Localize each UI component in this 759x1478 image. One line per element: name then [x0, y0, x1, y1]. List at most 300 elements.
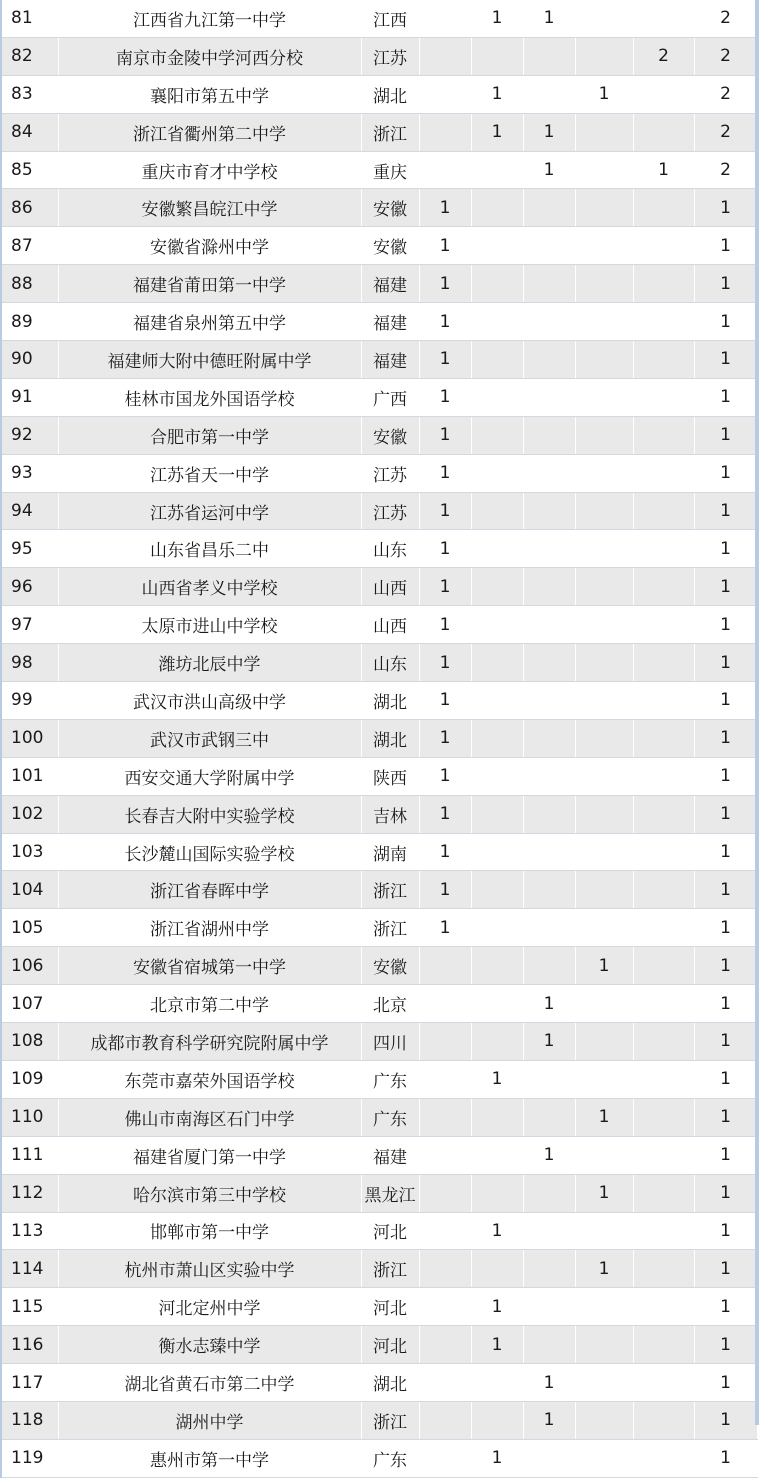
- count-col-1: 1: [419, 341, 471, 379]
- count-col-5: [633, 341, 694, 379]
- school-name: 成都市教育科学研究院附属中学: [58, 1023, 361, 1061]
- count-col-4: [575, 37, 633, 75]
- table-row: [1, 833, 757, 871]
- total-count: 1: [694, 1326, 757, 1364]
- count-col-5: [633, 909, 694, 947]
- count-col-5: [633, 1326, 694, 1364]
- count-col-4: [575, 492, 633, 530]
- count-col-2: [471, 947, 523, 985]
- count-col-1: 1: [419, 227, 471, 265]
- count-col-2: [471, 303, 523, 341]
- count-col-3: [523, 303, 575, 341]
- count-col-3: [523, 757, 575, 795]
- total-count: 1: [694, 265, 757, 303]
- count-col-3: [523, 37, 575, 75]
- count-col-4: [575, 682, 633, 720]
- table-row: [1, 378, 757, 416]
- province: 山东: [361, 644, 419, 682]
- count-col-4: [575, 1288, 633, 1326]
- province: 福建: [361, 341, 419, 379]
- count-col-3: [523, 416, 575, 454]
- total-count: 1: [694, 1136, 757, 1174]
- province: 江苏: [361, 454, 419, 492]
- total-count: 1: [694, 1098, 757, 1136]
- province: 浙江: [361, 909, 419, 947]
- count-col-2: [471, 341, 523, 379]
- province: 河北: [361, 1288, 419, 1326]
- count-col-4: [575, 341, 633, 379]
- count-col-4: [575, 1023, 633, 1061]
- province: 江西: [361, 0, 419, 37]
- count-col-1: [419, 1098, 471, 1136]
- province: 广东: [361, 1060, 419, 1098]
- count-col-2: [471, 492, 523, 530]
- row-number: 102: [1, 795, 58, 833]
- row-number: 88: [1, 265, 58, 303]
- table-row: [1, 530, 757, 568]
- school-name: 北京市第二中学: [58, 985, 361, 1023]
- count-col-2: [471, 871, 523, 909]
- total-count: 1: [694, 416, 757, 454]
- count-col-5: [633, 454, 694, 492]
- total-count: 1: [694, 1288, 757, 1326]
- school-name: 长春吉大附中实验学校: [58, 795, 361, 833]
- total-count: 1: [694, 227, 757, 265]
- count-col-5: [633, 0, 694, 37]
- total-count: 1: [694, 644, 757, 682]
- count-col-1: [419, 0, 471, 37]
- school-name: 太原市进山中学校: [58, 606, 361, 644]
- table-row: [1, 37, 757, 75]
- table-row: [1, 454, 757, 492]
- school-name: 合肥市第一中学: [58, 416, 361, 454]
- count-col-3: [523, 378, 575, 416]
- count-col-4: [575, 227, 633, 265]
- school-name: 长沙麓山国际实验学校: [58, 833, 361, 871]
- total-count: 1: [694, 1364, 757, 1402]
- province: 安徽: [361, 416, 419, 454]
- table-row: [1, 1250, 757, 1288]
- count-col-4: [575, 795, 633, 833]
- province: 广东: [361, 1098, 419, 1136]
- table-row: [1, 0, 757, 37]
- count-col-1: [419, 113, 471, 151]
- school-name: 安徽省滁州中学: [58, 227, 361, 265]
- row-number: 118: [1, 1401, 58, 1439]
- row-number: 84: [1, 113, 58, 151]
- count-col-1: [419, 1250, 471, 1288]
- count-col-3: [523, 833, 575, 871]
- row-number: 116: [1, 1326, 58, 1364]
- row-number: 117: [1, 1364, 58, 1402]
- province: 安徽: [361, 947, 419, 985]
- count-col-4: [575, 416, 633, 454]
- count-col-5: [633, 682, 694, 720]
- count-col-1: 1: [419, 795, 471, 833]
- school-name: 福建师大附中德旺附属中学: [58, 341, 361, 379]
- count-col-4: 1: [575, 75, 633, 113]
- count-col-5: [633, 227, 694, 265]
- count-col-1: 1: [419, 378, 471, 416]
- province: 福建: [361, 1136, 419, 1174]
- count-col-2: [471, 1250, 523, 1288]
- row-number: 113: [1, 1212, 58, 1250]
- row-number: 108: [1, 1023, 58, 1061]
- count-col-4: [575, 530, 633, 568]
- count-col-5: [633, 303, 694, 341]
- table-row: [1, 947, 757, 985]
- total-count: 1: [694, 757, 757, 795]
- count-col-4: [575, 0, 633, 37]
- row-number: 98: [1, 644, 58, 682]
- school-name: 浙江省春晖中学: [58, 871, 361, 909]
- count-col-3: [523, 454, 575, 492]
- count-col-3: [523, 189, 575, 227]
- count-col-3: [523, 1326, 575, 1364]
- row-number: 96: [1, 568, 58, 606]
- count-col-1: [419, 151, 471, 189]
- count-col-4: [575, 113, 633, 151]
- school-name: 山西省孝义中学校: [58, 568, 361, 606]
- count-col-5: [633, 757, 694, 795]
- count-col-3: [523, 909, 575, 947]
- count-col-5: [633, 1060, 694, 1098]
- row-number: 90: [1, 341, 58, 379]
- count-col-2: [471, 1098, 523, 1136]
- count-col-5: [633, 1439, 694, 1477]
- count-col-2: [471, 1401, 523, 1439]
- count-col-4: [575, 985, 633, 1023]
- count-col-3: [523, 1212, 575, 1250]
- province: 吉林: [361, 795, 419, 833]
- count-col-3: [523, 1288, 575, 1326]
- count-col-4: [575, 757, 633, 795]
- count-col-3: 1: [523, 151, 575, 189]
- province: 安徽: [361, 227, 419, 265]
- province: 河北: [361, 1326, 419, 1364]
- school-name: 湖北省黄石市第二中学: [58, 1364, 361, 1402]
- row-number: 89: [1, 303, 58, 341]
- count-col-4: [575, 1401, 633, 1439]
- count-col-3: 1: [523, 1023, 575, 1061]
- school-name: 邯郸市第一中学: [58, 1212, 361, 1250]
- total-count: 1: [694, 1023, 757, 1061]
- count-col-1: [419, 1401, 471, 1439]
- count-col-2: [471, 757, 523, 795]
- school-name: 佛山市南海区石门中学: [58, 1098, 361, 1136]
- count-col-5: [633, 1098, 694, 1136]
- count-col-2: [471, 795, 523, 833]
- count-col-1: 1: [419, 719, 471, 757]
- school-name: 江西省九江第一中学: [58, 0, 361, 37]
- count-col-1: [419, 1136, 471, 1174]
- school-name: 山东省昌乐二中: [58, 530, 361, 568]
- count-col-5: [633, 530, 694, 568]
- count-col-3: 1: [523, 1136, 575, 1174]
- total-count: 1: [694, 378, 757, 416]
- province: 北京: [361, 985, 419, 1023]
- count-col-4: [575, 454, 633, 492]
- count-col-4: [575, 378, 633, 416]
- province: 福建: [361, 303, 419, 341]
- total-count: 2: [694, 75, 757, 113]
- school-name: 衡水志臻中学: [58, 1326, 361, 1364]
- table-row: [1, 341, 757, 379]
- count-col-2: [471, 568, 523, 606]
- count-col-1: [419, 1060, 471, 1098]
- row-number: 87: [1, 227, 58, 265]
- count-col-5: [633, 568, 694, 606]
- school-name: 福建省泉州第五中学: [58, 303, 361, 341]
- school-name: 杭州市萧山区实验中学: [58, 1250, 361, 1288]
- total-count: 1: [694, 833, 757, 871]
- count-col-3: [523, 530, 575, 568]
- count-col-3: [523, 795, 575, 833]
- count-col-3: [523, 606, 575, 644]
- school-name: 武汉市洪山高级中学: [58, 682, 361, 720]
- count-col-5: [633, 1288, 694, 1326]
- total-count: 1: [694, 454, 757, 492]
- total-count: 1: [694, 568, 757, 606]
- province: 湖北: [361, 682, 419, 720]
- count-col-5: [633, 378, 694, 416]
- table-right-border: [755, 0, 759, 1425]
- row-number: 100: [1, 719, 58, 757]
- count-col-5: 2: [633, 37, 694, 75]
- count-col-2: [471, 454, 523, 492]
- table-row: [1, 151, 757, 189]
- count-col-5: [633, 416, 694, 454]
- province: 广东: [361, 1439, 419, 1477]
- school-name: 哈尔滨市第三中学校: [58, 1174, 361, 1212]
- province: 浙江: [361, 113, 419, 151]
- row-number: 119: [1, 1439, 58, 1477]
- count-col-1: 1: [419, 833, 471, 871]
- count-col-1: 1: [419, 909, 471, 947]
- row-number: 92: [1, 416, 58, 454]
- total-count: 1: [694, 719, 757, 757]
- table-row: [1, 1098, 757, 1136]
- count-col-5: [633, 985, 694, 1023]
- total-count: 1: [694, 947, 757, 985]
- table-row: [1, 871, 757, 909]
- table-row: [1, 492, 757, 530]
- count-col-3: [523, 1439, 575, 1477]
- count-col-4: [575, 1439, 633, 1477]
- count-col-5: [633, 833, 694, 871]
- table-row: [1, 227, 757, 265]
- count-col-2: [471, 682, 523, 720]
- total-count: 1: [694, 1250, 757, 1288]
- count-col-1: [419, 1174, 471, 1212]
- table-row: [1, 909, 757, 947]
- row-number: 91: [1, 378, 58, 416]
- count-col-1: [419, 1364, 471, 1402]
- province: 湖北: [361, 719, 419, 757]
- count-col-4: [575, 606, 633, 644]
- province: 湖北: [361, 1364, 419, 1402]
- count-col-2: 1: [471, 1212, 523, 1250]
- row-number: 106: [1, 947, 58, 985]
- count-col-4: [575, 644, 633, 682]
- province: 河北: [361, 1212, 419, 1250]
- count-col-3: [523, 1174, 575, 1212]
- count-col-4: [575, 1364, 633, 1402]
- table-row: [1, 1401, 757, 1439]
- count-col-2: 1: [471, 1326, 523, 1364]
- table-row: [1, 795, 757, 833]
- count-col-5: [633, 719, 694, 757]
- table-row: [1, 757, 757, 795]
- province: 四川: [361, 1023, 419, 1061]
- count-col-1: 1: [419, 454, 471, 492]
- row-number: 93: [1, 454, 58, 492]
- row-number: 81: [1, 0, 58, 37]
- count-col-1: [419, 1212, 471, 1250]
- province: 广西: [361, 378, 419, 416]
- count-col-2: 1: [471, 113, 523, 151]
- count-col-2: [471, 606, 523, 644]
- table-row: [1, 568, 757, 606]
- count-col-4: [575, 189, 633, 227]
- count-col-5: [633, 1364, 694, 1402]
- total-count: 1: [694, 492, 757, 530]
- row-number: 95: [1, 530, 58, 568]
- count-col-2: 1: [471, 1060, 523, 1098]
- school-name: 桂林市国龙外国语学校: [58, 378, 361, 416]
- total-count: 2: [694, 113, 757, 151]
- total-count: 1: [694, 530, 757, 568]
- count-col-2: 1: [471, 75, 523, 113]
- count-col-4: [575, 1326, 633, 1364]
- count-col-5: [633, 1401, 694, 1439]
- table-row: [1, 1023, 757, 1061]
- row-number: 82: [1, 37, 58, 75]
- count-col-5: [633, 1250, 694, 1288]
- count-col-4: [575, 265, 633, 303]
- row-number: 86: [1, 189, 58, 227]
- count-col-3: [523, 341, 575, 379]
- count-col-1: [419, 1023, 471, 1061]
- total-count: 2: [694, 0, 757, 37]
- total-count: 1: [694, 1401, 757, 1439]
- count-col-1: [419, 1288, 471, 1326]
- total-count: 1: [694, 909, 757, 947]
- table-row: [1, 1060, 757, 1098]
- count-col-5: [633, 606, 694, 644]
- count-col-2: [471, 265, 523, 303]
- count-col-3: [523, 871, 575, 909]
- table-row: [1, 1364, 757, 1402]
- count-col-5: [633, 1023, 694, 1061]
- province: 湖北: [361, 75, 419, 113]
- school-name: 福建省厦门第一中学: [58, 1136, 361, 1174]
- province: 浙江: [361, 871, 419, 909]
- count-col-4: [575, 1060, 633, 1098]
- count-col-1: [419, 985, 471, 1023]
- count-col-3: 1: [523, 1401, 575, 1439]
- count-col-5: [633, 1212, 694, 1250]
- school-name: 西安交通大学附属中学: [58, 757, 361, 795]
- count-col-4: [575, 871, 633, 909]
- total-count: 1: [694, 1060, 757, 1098]
- count-col-5: 1: [633, 151, 694, 189]
- count-col-4: [575, 568, 633, 606]
- total-count: 1: [694, 1212, 757, 1250]
- count-col-3: [523, 947, 575, 985]
- province: 山西: [361, 568, 419, 606]
- count-col-4: [575, 719, 633, 757]
- province: 山西: [361, 606, 419, 644]
- total-count: 1: [694, 1174, 757, 1212]
- row-number: 115: [1, 1288, 58, 1326]
- count-col-3: 1: [523, 1364, 575, 1402]
- count-col-1: [419, 1439, 471, 1477]
- count-col-4: 1: [575, 1174, 633, 1212]
- count-col-1: 1: [419, 265, 471, 303]
- count-col-2: [471, 644, 523, 682]
- total-count: 1: [694, 606, 757, 644]
- table-body: [1, 0, 757, 1477]
- count-col-2: [471, 833, 523, 871]
- table-row: [1, 75, 757, 113]
- count-col-2: [471, 1364, 523, 1402]
- table-row: [1, 1212, 757, 1250]
- count-col-1: 1: [419, 682, 471, 720]
- school-name: 浙江省湖州中学: [58, 909, 361, 947]
- total-count: 1: [694, 795, 757, 833]
- school-name: 河北定州中学: [58, 1288, 361, 1326]
- count-col-2: [471, 1174, 523, 1212]
- table-row: [1, 265, 757, 303]
- row-number: 105: [1, 909, 58, 947]
- row-number: 101: [1, 757, 58, 795]
- row-number: 111: [1, 1136, 58, 1174]
- count-col-5: [633, 947, 694, 985]
- count-col-1: 1: [419, 644, 471, 682]
- count-col-2: [471, 1023, 523, 1061]
- count-col-4: [575, 303, 633, 341]
- count-col-4: [575, 1136, 633, 1174]
- school-name: 武汉市武钢三中: [58, 719, 361, 757]
- school-name: 湖州中学: [58, 1401, 361, 1439]
- count-col-1: 1: [419, 871, 471, 909]
- count-col-1: [419, 947, 471, 985]
- count-col-5: [633, 1174, 694, 1212]
- count-col-1: 1: [419, 416, 471, 454]
- school-name: 南京市金陵中学河西分校: [58, 37, 361, 75]
- count-col-3: [523, 682, 575, 720]
- count-col-4: [575, 1212, 633, 1250]
- count-col-2: [471, 530, 523, 568]
- count-col-1: [419, 1326, 471, 1364]
- province: 浙江: [361, 1401, 419, 1439]
- count-col-1: 1: [419, 757, 471, 795]
- count-col-1: 1: [419, 568, 471, 606]
- school-name: 襄阳市第五中学: [58, 75, 361, 113]
- count-col-3: [523, 1098, 575, 1136]
- school-name: 潍坊北辰中学: [58, 644, 361, 682]
- row-number: 109: [1, 1060, 58, 1098]
- count-col-2: [471, 1136, 523, 1174]
- table-row: [1, 189, 757, 227]
- row-number: 107: [1, 985, 58, 1023]
- row-number: 110: [1, 1098, 58, 1136]
- count-col-2: [471, 378, 523, 416]
- table-row: [1, 606, 757, 644]
- count-col-3: [523, 492, 575, 530]
- row-number: 104: [1, 871, 58, 909]
